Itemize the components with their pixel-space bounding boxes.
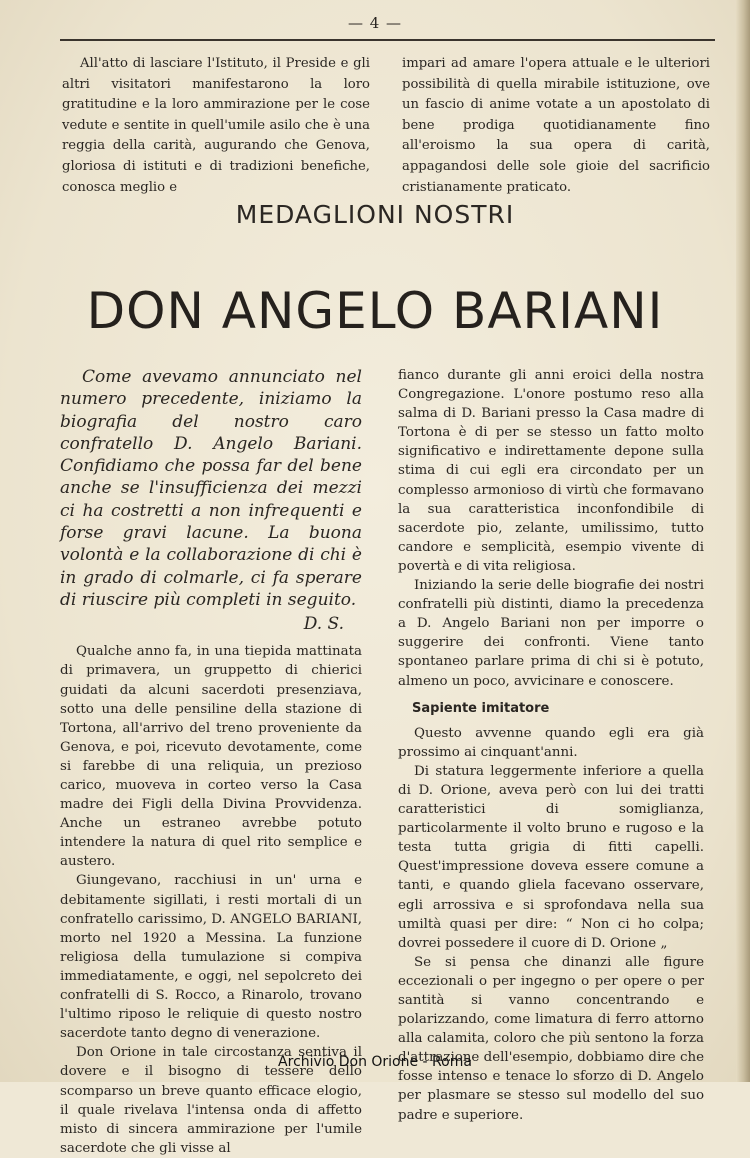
article-headline: DON ANGELO BARIANI (86, 281, 664, 340)
body-paragraph: Di statura leggermente inferiore a quella di D. Orione, aveva però con lui dei tratti caratteristici di somiglianza, particolarmente il volto bruno e rugoso e la testa tutta grigia di fitti capelli. Quest'impressione doveva essere comune a tanti, e quando gliela facevano osservare, egli arrossiva e si sprofondava nella sua umiltà quasi per dire: “ Non ci ho colpa; dovrei possedere il cuore di D. Orione „ (398, 763, 704, 951)
top-left-column (62, 54, 370, 198)
header-rule (60, 39, 715, 41)
intro-paragraph: Come avevamo annunciato nel numero precedente, iniziamo la biografia del nostro caro confratello D. Angelo Bariani. Confidiamo che possa far del bene anche se l'insufficienza dei mezzi ci ha costretti a non infrequenti e forse gravi lacune. La buona volontà e la collaborazione di chi è in grado di colmarle, ci fa sperare di riuscire più completi in seguito. (60, 367, 362, 610)
body-paragraph: Qualche anno fa, in una tiepida mattinata di primavera, un gruppetto di chierici guidati da alcuni sacerdoti presenziava, sotto una delle pensiline della stazione di Tortona, all'arrivo del treno proveniente da Genova, e poi, ricevuto devotamente, come si farebbe di una reliquia, un prezioso carico, muoveva in corteo verso la Casa madre dei Figli della Divina Provvidenza. Anche un estraneo avrebbe potuto intendere la natura di quel rito semplice e austero. (60, 644, 362, 870)
body-paragraph: Iniziando la serie delle biografie dei nostri confratelli più distinti, diamo la precedenza a D. Angelo Bariani non per imporre o suggerire dei confronti. Viene tanto spontaneo parlare prima di chi si è potuto, almeno un poco, avvicinare e conoscere. (398, 578, 704, 689)
body-paragraph: Don Orione in tale circostanza sentiva il dovere e il bisogno di tessere dello scomparso un breve quanto efficace elogio, il quale rivelava l'intensa onda di affetto misto di sincera ammirazione per l'umile sacerdote che gli visse al (60, 1045, 362, 1156)
article-right-column (398, 366, 704, 1125)
body-paragraph: Questo avvenne quando egli era già prossimo ai cinquant'anni. (398, 725, 704, 760)
top-right-column (402, 54, 710, 198)
body-paragraph: fianco durante gli anni eroici della nostra Congregazione. L'onore postumo reso alla salma di D. Bariani presso la Casa madre di Tortona è di per se stesso un fatto molto significativo e indirettamente depone sulla stima di cui egli era circondato per un complesso armonioso di virtù che formavano la sua caratteristica inconfondibile di sacerdote pio, zelante, umilissimo, tutto candore e semplicità, esempio vivente di povertà e di vita religiosa. (398, 368, 704, 574)
page-edge-shadow (736, 0, 750, 1082)
page-number: — 4 — (347, 14, 403, 32)
section-kicker: MEDAGLIONI NOSTRI (235, 200, 515, 229)
top-left-paragraph: All'atto di lasciare l'Istituto, il Preside e gli altri visitatori manifestarono la loro gratitudine e la loro ammirazione per le cose vedute e sentite in quell'umile asilo che è una reggia della carità, augurando che Genova, gloriosa di istituti e di tradizioni benefiche, conosca meglio e (62, 56, 370, 195)
intro-signature: D. S. (303, 614, 344, 635)
body-paragraph: Se si pensa che dinanzi alle figure eccezionali o per ingegno o per opere o per santità si vanno concentrando e polarizzando, come limatura di ferro attorno alla calamita, coloro che più sentono la forza d'attrazione dell'esempio, dobbiamo dire che fosse intenso e tenace lo sforzo di D. Angelo per plasmare se stesso sul modello del suo padre e superiore. (398, 954, 704, 1123)
archive-footer: Archivio Don Orione - Roma (278, 1054, 472, 1070)
body-paragraph: Giungevano, racchiusi in un' urna e debitamente sigillati, i resti mortali di un confratello carissimo, D. ANGELO BARIANI, morto nel 1920 a Messina. La funzione religiosa della tumulazione si compiva immediatamente, e oggi, nel sepolcreto dei confratelli di S. Rocco, a Rinarolo, trovano l'ultimo riposo le reliquie di questo nostro sacerdote tanto degno di venerazione. (60, 873, 362, 1042)
article-left-column (60, 366, 362, 1158)
top-right-paragraph: impari ad amare l'opera attuale e le ulteriori possibilità di quella mirabile istituzione, ove un fascio di anime votate a un apostolato di bene prodiga quotidianamente fino all'eroismo la sua opera di carità, appagandosi delle sole gioie del sacrificio cristianamente praticato. (402, 56, 710, 195)
section-subheading: Sapiente imitatore (412, 700, 550, 716)
